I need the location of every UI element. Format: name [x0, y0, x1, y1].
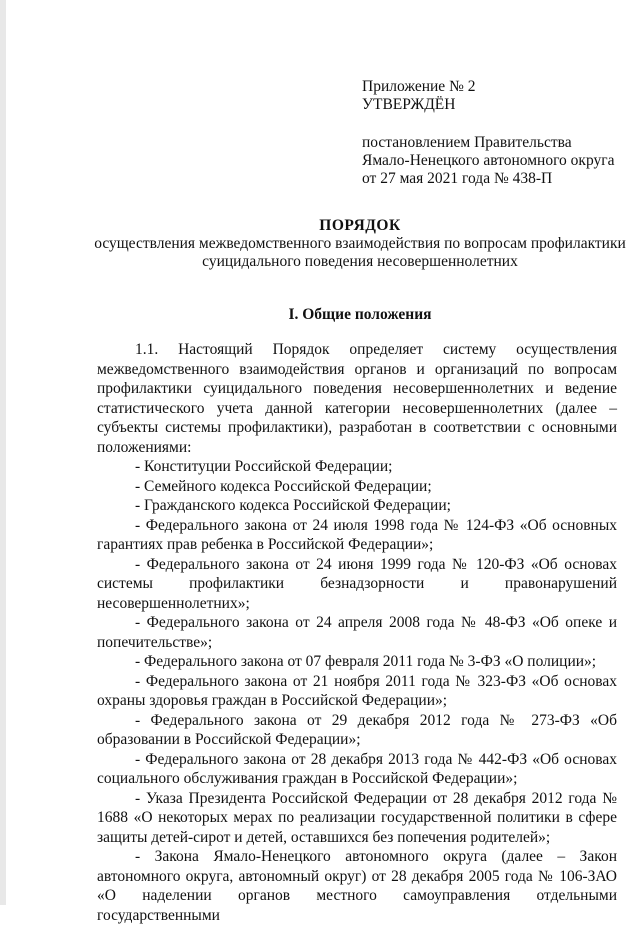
body-list-item: - Федерального закона от 29 декабря 2012 года № 273-ФЗ «Об образовании в Российской Федерации»; — [97, 711, 617, 748]
approval-by-line: от 27 мая 2021 года № 438-П — [362, 170, 553, 187]
body-list-item: - Гражданского кодекса Российской Федерации; — [135, 497, 451, 514]
document-body — [97, 340, 617, 925]
scan-edge — [0, 0, 6, 905]
body-list-item: - Федерального закона от 24 июня 1999 года № 120-ФЗ «Об основах системы профилактики безнадзорности и правонарушений несовершеннолетних»; — [97, 555, 617, 612]
approval-by-line: постановлением Правительства — [362, 134, 572, 151]
body-list-item: - Федерального закона от 07 февраля 2011 года № 3-ФЗ «О полиции»; — [135, 653, 597, 670]
body-list-item: - Семейного кодекса Российской Федерации; — [135, 477, 432, 495]
appendix-label: Приложение № 2 — [362, 78, 476, 95]
approval-block — [362, 78, 632, 188]
section-heading: I. Общие положения — [288, 306, 432, 323]
body-list-item: - Федерального закона от 28 декабря 2013 года № 442-ФЗ «Об основах социального обслуживания граждан в Российской Федерации»; — [97, 750, 617, 787]
title-subtitle: осуществления межведомственного взаимодействия по вопросам профилактики суицидального поведения несовершеннолетних — [94, 235, 626, 270]
document-title — [60, 217, 640, 271]
body-paragraph: 1.1. Настоящий Порядок определяет систему осуществления межведомственного взаимодействия органов и организаций по вопросам профилактики суицидального поведения несовершеннолетних и ведение статистического учета данной категории несовершеннолетних (далее – субъекты системы профилактики), разработан в соответствии с основными положениями: — [97, 341, 617, 456]
body-list-item: - Федерального закона от 21 ноября 2011 года № 323-ФЗ «Об основах охраны здоровья граждан в Российской Федерации»; — [97, 672, 617, 709]
body-list-item: - Указа Президента Российской Федерации от 28 декабря 2012 года № 1688 «О некоторых мерах по реализации государственной политики в сфере защиты детей-сирот и детей, оставшихся без попечения родителей»; — [97, 789, 617, 846]
body-list-item: - Федерального закона от 24 апреля 2008 года № 48-ФЗ «Об опеке и попечительстве»; — [97, 614, 617, 651]
title-heading: ПОРЯДОК — [319, 217, 401, 234]
body-list-item: - Конституции Российской Федерации; — [135, 458, 393, 475]
approval-by-line: Ямало-Ненецкого автономного округа — [362, 152, 615, 169]
approved-label: УТВЕРЖДЁН — [362, 96, 456, 113]
body-list-item: - Закона Ямало-Ненецкого автономного округа (далее – Закон автономного округа, автономный округ) от 28 декабря 2005 года № 106-ЗАО «О наделении органов местного самоуправления отдельными государственными — [97, 848, 617, 924]
body-list-item: - Федерального закона от 24 июля 1998 года № 124-ФЗ «Об основных гарантиях прав ребенка в Российской Федерации»; — [97, 516, 617, 553]
